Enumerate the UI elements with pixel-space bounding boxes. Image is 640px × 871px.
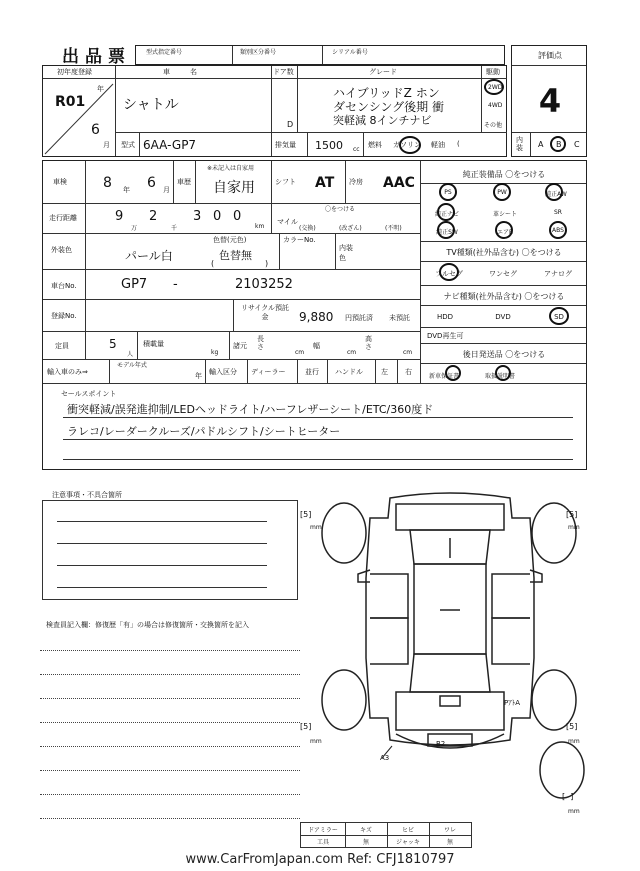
shift-value: AT [315,175,335,191]
tv-analog: アナログ [544,270,572,278]
nav-dvd: DVD [495,313,511,321]
recycle-unpaid: 未預託 [389,314,410,322]
later-manual: 取扱説明書 [485,373,516,380]
color-change: 色替無 [219,249,252,262]
grade-line-2: ダセンシング後期 衝 [333,100,444,114]
dims-label: 諸元 [233,342,247,350]
tire-rr-value: 5 [569,722,575,731]
interior-color-label: 内装色 [339,244,353,262]
exterior-color: パール白 [125,249,173,263]
sales-line-1: 衝突軽減/誤発進抑制/LEDヘッドライト/ハーフレザーシート/ETC/360度ド [67,403,434,416]
fuel-diesel: 軽油 [431,141,445,149]
tools-header-break: ワレ [443,827,456,834]
inspector-label: 検査員記入欄：修復歴「有」の場合は修復箇所・交換箇所を記入 [46,621,249,629]
recycle-label: リサイクル預託金 [240,304,290,321]
dvd-playback-label: DVD再生可 [427,332,464,340]
fuel-label: 燃料 [368,141,382,149]
tools-table [300,822,472,848]
equip-aw: 純正AW [545,191,567,198]
equip-abs-circle [549,221,567,239]
tools-header-crack: ヒビ [401,827,414,834]
height-unit: cm [403,349,413,356]
import-parallel: 並行 [305,368,319,376]
tools-row-tool-value: 無 [362,839,369,846]
drive-4wd: 4WD [488,102,503,109]
history-value: 自家用 [213,180,255,196]
sen-unit: 千 [171,225,178,232]
car-name-label: 車名 [163,68,217,76]
interior-b: B [556,140,562,149]
equip-sw-circle [437,221,455,239]
nav-title: ナビ種類(社外品含む) 〇をつける [443,292,565,301]
drive-other: その他 [484,122,503,129]
chassis-model: GP7 [121,277,148,292]
mile-label: マイル [277,218,298,226]
caution-label: 注意事項・不具合箇所 [52,491,122,499]
chassis-dash: - [173,277,178,292]
meter-exchange: (交換) [299,225,316,232]
equip-sw: 純正SW [436,229,458,236]
sales-line-2: ラレコ/レーダークルーズ/パドルシフト/シートヒーター [67,425,341,438]
equip-leather: 革シート [492,211,517,218]
first-reg-label: 初年度登録 [57,68,92,76]
equip-airbag: エアB [496,229,514,236]
handle-left: 左 [381,368,388,376]
inspection-month-unit: 月 [163,186,170,194]
load-label: 積載量 [143,340,164,348]
drive-label: 駆動 [486,68,500,76]
equip-aw-circle [545,183,563,201]
history-note: ※未記入は自家用 [207,165,255,172]
tire-rr-unit: mm [568,738,580,745]
first-reg-month-unit: 月 [103,141,110,149]
ac-value: AAC [383,175,415,191]
door-suffix: D [287,120,294,129]
watermark: www.CarFromJapan.com Ref: CFJ1810797 [185,852,455,867]
import-label: 輸入車のみ⇒ [47,368,88,376]
form-title: 出品票 [62,47,131,67]
reg-no-label: 登録No. [51,312,77,320]
interior-b-circle [550,136,566,152]
color-paren-close: ) [265,259,269,268]
interior-grade-label: 内装 [516,136,523,152]
equip-ps: PS [444,189,452,196]
mark-p: PｱﾄA [504,699,521,707]
later-manual-circle [495,365,511,381]
exterior-color-label: 外装色 [51,246,72,254]
tire-fr-unit: mm [568,524,580,531]
chassis-number: 2103252 [235,277,293,292]
equip-sr: SR [554,209,562,216]
chassis-label: 車台No. [51,282,77,290]
mark-a3: A3 [380,754,390,762]
later-warranty-circle [445,365,461,381]
tv-title: TV種類(社外品含む) 〇をつける [446,248,562,257]
tire-rl-depth: [5] [300,722,312,731]
score-label: 評価点 [538,51,562,60]
inspection-label: 車検 [53,178,67,186]
model-type: 6AA-GP7 [143,138,197,152]
meter-unknown: (不明) [385,225,402,232]
import-dealer: ディーラー [251,368,286,376]
tire-fr-value: 5 [569,510,575,519]
grade-line-3: 突軽減 8インチナビ [333,114,432,127]
recycle-amount: 9,880 [299,310,334,324]
man-unit: 万 [131,225,138,232]
mileage-digit-2: 2 [149,209,158,224]
mileage-digit-3: 3 [193,209,202,224]
serial-box [135,45,505,65]
tire-fl-depth: [5] [300,510,312,519]
category-label: 類別区分番号 [240,49,277,56]
tire-rl-value: 5 [303,722,309,731]
tire-rr-depth: [5] [566,722,578,731]
equip-pw-circle [493,183,511,201]
equip-pw: PW [497,189,507,196]
grade-line-1: ハイブリッドZ ホン [333,86,440,100]
sales-label: セールスポイント [61,390,117,398]
recycle-paid: 円預託済 [345,314,373,322]
model-type-label: 型式 [121,141,135,149]
drive-2wd: 2WD [488,84,503,91]
tire-fr-depth: [5] [566,510,578,519]
first-reg-year-unit: 年 [97,85,104,93]
inspection-year-unit: 年 [123,186,130,194]
inspection-month: 6 [147,175,156,191]
width-label: 幅 [313,342,320,350]
interior-a: A [538,140,544,149]
fuel-paren: ( [457,140,460,148]
shift-label: シフト [275,178,296,186]
displacement-label: 排気量 [275,141,296,149]
tv-fullseg-circle [439,263,459,281]
score-value: 4 [538,82,562,120]
tv-oneseg: ワンセグ [489,270,517,278]
later-warranty: 新車保証書 [429,373,460,380]
tv-fullseg: フルセグ [435,270,463,278]
car-diagram [300,478,600,818]
mark-b2: B2 [436,740,446,748]
tools-row-jack: ジャッキ [396,839,420,846]
tools-header-scratch: キズ [360,827,372,834]
tire-rl-unit: mm [310,738,322,745]
model-year-label: モデル年式 [117,362,147,369]
equipment-title: 純正装備品 〇をつける [462,170,546,179]
vehicle-box [42,65,507,157]
mileage-digit-1: 9 [115,209,124,224]
equip-navi: 純正ナビ [434,211,459,218]
height-label: 高さ [365,335,372,351]
color-paren-open: ( [211,259,215,268]
inspection-year: 8 [103,175,112,191]
width-unit: cm [347,349,357,356]
mileage-digit-5: 0 [233,209,242,224]
ac-label: 冷房 [349,178,363,186]
equip-ps-circle [439,183,457,201]
tools-header-mirror: ドアミラー [308,827,338,834]
car-name: シャトル [123,97,179,113]
interior-c: C [574,140,580,149]
first-reg-era: R01 [55,94,86,110]
handle-label: ハンドル [335,368,363,376]
fuel-gasoline-circle [399,136,421,154]
color-code-label: カラーNo. [283,236,316,244]
equip-airbag-circle [495,221,513,239]
first-reg-month: 6 [91,122,100,138]
drive-2wd-circle [484,79,504,95]
tire-fl-value: 5 [303,510,309,519]
score-box [511,45,587,157]
tire-fl-unit: mm [310,524,322,531]
grade-label: グレード [369,68,397,76]
equip-navi-circle [437,203,455,221]
displacement: 1500 [315,139,343,152]
details-box [42,160,587,470]
serial-label: シリアル番号 [332,49,368,56]
mileage-label: 走行距離 [49,214,77,222]
capacity-label: 定員 [55,342,69,350]
mileage-digit-4: 0 [213,209,222,224]
fuel-gasoline: ガソリン [393,141,421,149]
circle-note: 〇をつける [325,206,356,213]
displacement-unit: cc [353,146,360,153]
nav-hdd: HDD [436,313,454,321]
door-count-label: ドア数 [273,68,294,76]
history-label: 車歴 [177,178,191,186]
handle-right: 右 [405,368,412,376]
model-year-unit: 年 [195,372,202,380]
nav-sd-circle [549,307,569,325]
tire-spare-unit: mm [568,808,580,815]
color-change-label: 色替(元色) [213,236,247,244]
tools-row-jack-value: 無 [446,839,453,846]
capacity: 5 [109,337,117,351]
meter-altered: (改ざん) [339,225,362,232]
caution-box [42,500,298,600]
length-label: 長さ [257,335,264,351]
equip-abs: ABS [552,227,564,234]
import-type-label: 輸入区分 [209,368,237,376]
load-unit: kg [211,349,219,356]
km-unit: km [255,223,265,230]
capacity-unit: 人 [127,351,134,358]
tire-spare-depth: [ ] [562,792,574,801]
length-unit: cm [295,349,305,356]
model-designation-label: 型式指定番号 [146,49,183,56]
tools-row-tool: 工具 [316,839,329,846]
later-title: 後日発送品 〇をつける [462,350,546,359]
nav-sd: SD [554,313,564,321]
